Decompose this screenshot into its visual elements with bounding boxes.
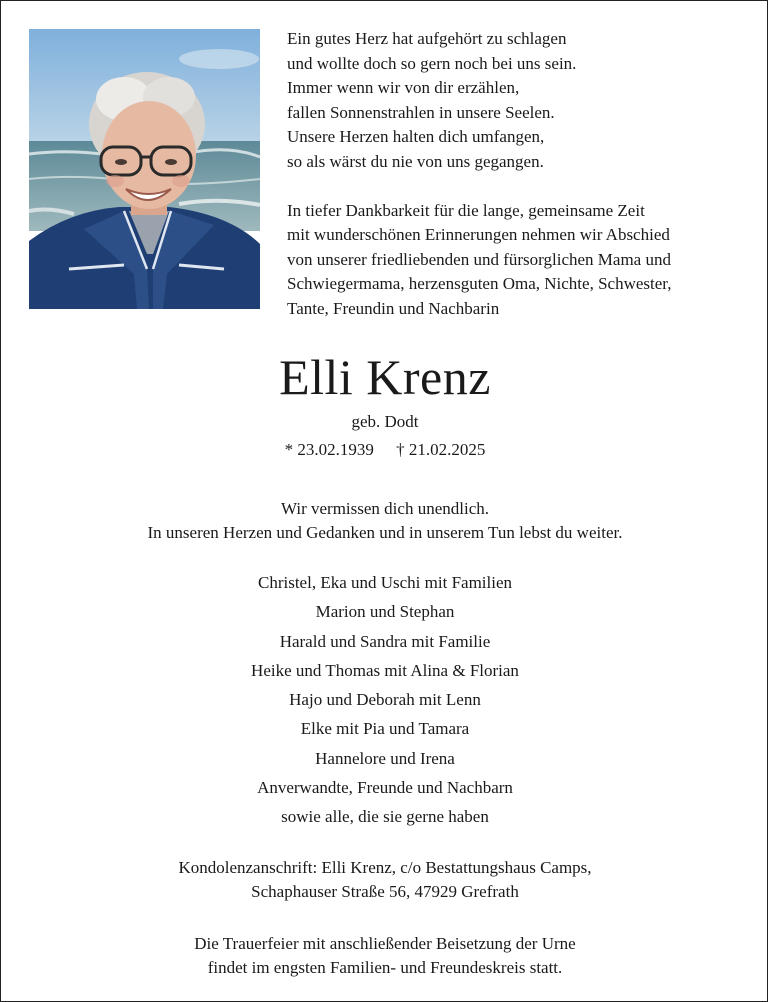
message-line: In unseren Herzen und Gedanken und in unserem Tun lebst du weiter.: [147, 523, 623, 542]
message-line: Wir vermissen dich unendlich.: [281, 499, 489, 518]
mourner-line: Marion und Stephan: [315, 602, 455, 622]
mourner-line: Heike und Thomas mit Alina & Florian: [251, 660, 519, 680]
mourner-line: sowie alle, die sie gerne haben: [281, 807, 489, 827]
death-date: † 21.02.2025: [396, 440, 486, 459]
portrait-photo-icon: [29, 29, 260, 309]
mourner-line: Christel, Eka und Uschi mit Familien: [257, 573, 513, 592]
poem-text: [287, 27, 747, 321]
poem-line: Ein gutes Herz hat aufgehört zu schlagen: [287, 29, 567, 48]
farewell-line: In tiefer Dankbarkeit für die lange, gemeinsame Zeit: [287, 200, 645, 220]
portrait-photo: [29, 29, 260, 309]
remembrance-message: [1, 497, 768, 545]
farewell-line: Schwiegermama, herzensguten Oma, Nichte, Schwester,: [287, 274, 672, 293]
mourner-line: Anverwandte, Freunde und Nachbarn: [257, 778, 513, 798]
poem-line: Unsere Herzen halten dich umfangen,: [287, 127, 545, 146]
birth-date: * 23.02.1939: [284, 440, 374, 459]
farewell-line: von unserer friedliebenden und fürsorglichen Mama und: [287, 249, 671, 269]
funeral-line: findet im engsten Familien- und Freundeskreis statt.: [207, 958, 563, 977]
condolence-line: Schaphauser Straße 56, 47929 Grefrath: [251, 882, 519, 901]
poem-line: Immer wenn wir von dir erzählen,: [287, 78, 520, 97]
mourners-list: [1, 568, 768, 832]
funeral-line: Die Trauerfeier mit anschließender Beisetzung der Urne: [194, 934, 576, 953]
funeral-notice: [1, 932, 768, 980]
maiden-name: geb. Dodt: [351, 412, 419, 431]
poem-line: und wollte doch so gern noch bei uns sein.: [287, 53, 577, 73]
poem-line: fallen Sonnenstrahlen in unsere Seelen.: [287, 102, 555, 122]
mourner-line: Elke mit Pia und Tamara: [300, 719, 470, 739]
farewell-line: mit wunderschönen Erinnerungen nehmen wir Abschied: [287, 225, 670, 244]
mourner-line: Hajo und Deborah mit Lenn: [289, 690, 481, 710]
mourner-line: Harald und Sandra mit Familie: [279, 631, 491, 651]
farewell-line: Tante, Freundin und Nachbarin: [287, 298, 500, 318]
mourner-line: Hannelore und Irena: [315, 748, 455, 768]
poem-spacer: [287, 174, 747, 199]
condolence-address: [1, 856, 768, 904]
poem-line: so als wärst du nie von uns gegangen.: [287, 151, 544, 171]
deceased-name: Elli Krenz: [279, 349, 491, 405]
condolence-line: Kondolenzanschrift: Elli Krenz, c/o Bestattungshaus Camps,: [178, 858, 592, 877]
life-dates: [1, 439, 768, 461]
